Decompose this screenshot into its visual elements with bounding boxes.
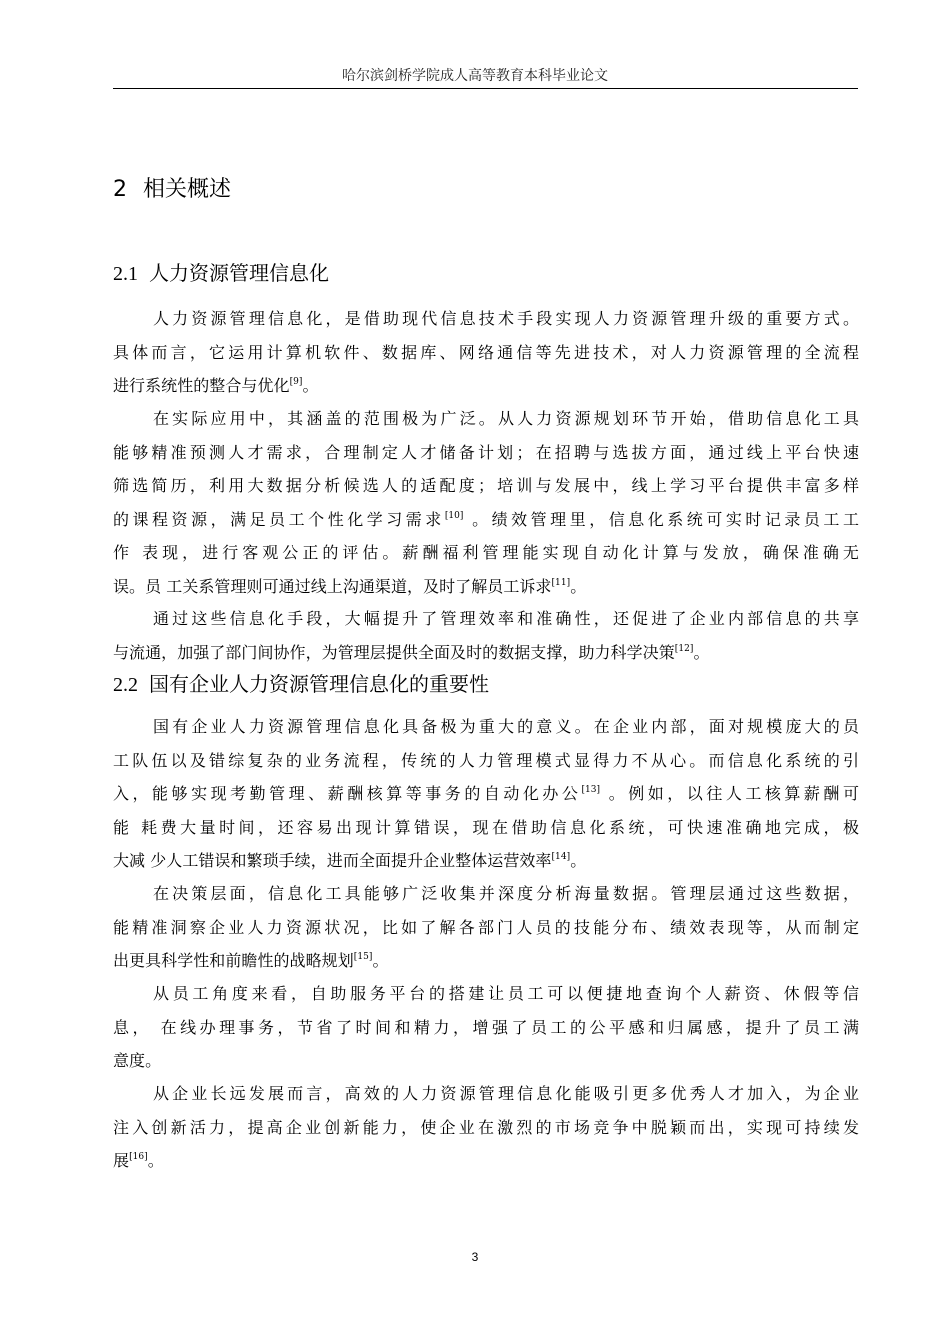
text-line: [113, 710, 859, 744]
running-header: 哈尔滨剑桥学院成人高等教育本科毕业论文: [342, 68, 608, 84]
paragraph: [113, 402, 859, 603]
line-text: 能 耗费大量时间，还容易出现计算错误，现在借助信息化系统，可快速准确地完成，极: [113, 817, 859, 837]
text-line: [113, 911, 859, 945]
section-number: 2.2: [113, 674, 138, 696]
text-line: [113, 436, 859, 470]
section-number: 2.1: [113, 263, 138, 285]
citation-reference: [11]: [551, 577, 571, 588]
line-text: 能精准洞察企业人力资源状况，比如了解各部门人员的技能分布、绩效表现等，从而制定: [113, 917, 859, 937]
line-text: 进行系统性的整合与优化: [113, 376, 290, 395]
line-text: 注入创新活力，提高企业创新能力，使企业在激烈的市场竞争中脱颖而出，实现可持续发: [113, 1117, 859, 1137]
text-line: [113, 402, 859, 436]
line-text: 入，能够实现考勤管理、薪酬核算等事务的自动化办公: [113, 784, 582, 803]
text-line: [113, 1077, 859, 1111]
line-text: 筛选简历，利用大数据分析候选人的适配度；培训与发展中，线上学习平台提供丰富多样: [113, 476, 859, 495]
chapter-number: 2: [113, 177, 127, 202]
line-text: 出更具科学性和前瞻性的战略规划: [113, 951, 354, 970]
text-line: [113, 1044, 859, 1078]
line-text-continued: 。例如，以往人工核算薪酬可: [600, 784, 859, 803]
text-line: [113, 503, 859, 537]
text-line: [113, 469, 859, 503]
text-line: [113, 877, 859, 911]
paragraph: [113, 977, 859, 1078]
line-text: 作 表现，进行客观公正的评估。薪酬福利管理能实现自动化计算与发放，确保准确无: [113, 543, 859, 562]
citation-reference: [9]: [289, 377, 303, 387]
line-text: 大减 少人工错误和繁琐手续，进而全面提升企业整体运营效率: [113, 851, 552, 870]
line-text: 在决策层面，信息化工具能够广泛收集并深度分析海量数据。管理层通过这些数据，: [153, 884, 859, 903]
paragraph: [113, 710, 859, 878]
text-line: [113, 636, 859, 670]
line-text: 工队伍以及错综复杂的业务流程，传统的人力管理模式显得力不从心。而信息化系统的引: [113, 750, 859, 770]
line-text: 展: [113, 1151, 130, 1170]
paragraph: [113, 877, 859, 978]
line-text: 通过这些信息化手段，大幅提升了管理效率和准确性，还促进了企业内部信息的共享: [153, 609, 859, 628]
line-text: 人力资源管理信息化，是借助现代信息技术手段实现人力资源管理升级的重要方式。: [153, 309, 859, 328]
citation-reference: [15]: [353, 952, 373, 962]
line-text: 能够精准预测人才需求，合理制定人才储备计划；在招聘与选拔方面，通过线上平台快速: [113, 442, 859, 462]
text-line: [113, 336, 859, 370]
line-text: 意度。: [113, 1051, 162, 1070]
text-line: [113, 844, 859, 878]
citation-reference: [13]: [581, 785, 601, 795]
line-text: 从员工角度来看，自助服务平台的搭建让员工可以便捷地查询个人薪资、休假等信: [153, 984, 859, 1003]
text-line: [113, 536, 859, 570]
text-line: [113, 777, 859, 811]
line-text: 具体而言，它运用计算机软件、数据库、网络通信等先进技术，对人力资源管理的全流程: [113, 342, 859, 362]
text-line: [113, 369, 859, 403]
section-title: 人力资源管理信息化: [149, 261, 329, 285]
line-text-continued: 。: [372, 951, 389, 970]
section-heading-2-1: [113, 260, 329, 287]
chapter-title: 相关概述: [143, 177, 232, 202]
line-text: 国有企业人力资源管理信息化具备极为重大的意义。在企业内部，面对规模庞大的员: [153, 717, 859, 736]
chapter-heading: [113, 176, 231, 204]
citation-reference: [10]: [444, 510, 464, 521]
line-text: 的课程资源，满足员工个性化学习需求: [113, 509, 445, 529]
section-title: 国有企业人力资源管理信息化的重要性: [149, 672, 489, 696]
text-line: [113, 570, 859, 604]
paragraph: [113, 1077, 859, 1178]
line-text: 误。员 工关系管理则可通过线上沟通渠道，及时了解员工诉求: [113, 576, 552, 596]
line-text-continued: 。: [693, 642, 710, 662]
line-text-continued: 。: [570, 576, 587, 596]
line-text-continued: 。: [147, 1151, 164, 1170]
text-line: [113, 811, 859, 845]
text-line: [113, 302, 859, 336]
text-line: [113, 1011, 859, 1045]
line-text-continued: 。: [302, 376, 319, 395]
text-line: [113, 602, 859, 636]
citation-reference: [14]: [551, 852, 571, 862]
line-text: 从企业长远发展而言，高效的人力资源管理信息化能吸引更多优秀人才加入，为企业: [153, 1084, 859, 1103]
citation-reference: [16]: [129, 1152, 148, 1162]
text-line: [113, 1144, 859, 1178]
header-divider: [113, 88, 858, 89]
paragraph: [113, 302, 859, 403]
text-line: [113, 744, 859, 778]
text-line: [113, 977, 859, 1011]
line-text: 在实际应用中，其涵盖的范围极为广泛。从人力资源规划环节开始，借助信息化工具: [153, 409, 859, 428]
text-line: [113, 1111, 859, 1145]
page-number: 3: [471, 1250, 479, 1264]
section-heading-2-2: [113, 671, 489, 698]
line-text: 与流通，加强了部门间协作，为管理层提供全面及时的数据支撑，助力科学决策: [113, 642, 675, 662]
line-text-continued: 。绩效管理里，信息化系统可实时记录员工工: [463, 509, 859, 529]
line-text: 息， 在线办理事务，节省了时间和精力，增强了员工的公平感和归属感，提升了员工满: [113, 1017, 859, 1037]
line-text-continued: 。: [570, 851, 587, 870]
paragraph: [113, 602, 859, 669]
citation-reference: [12]: [674, 643, 694, 654]
text-line: [113, 944, 859, 978]
